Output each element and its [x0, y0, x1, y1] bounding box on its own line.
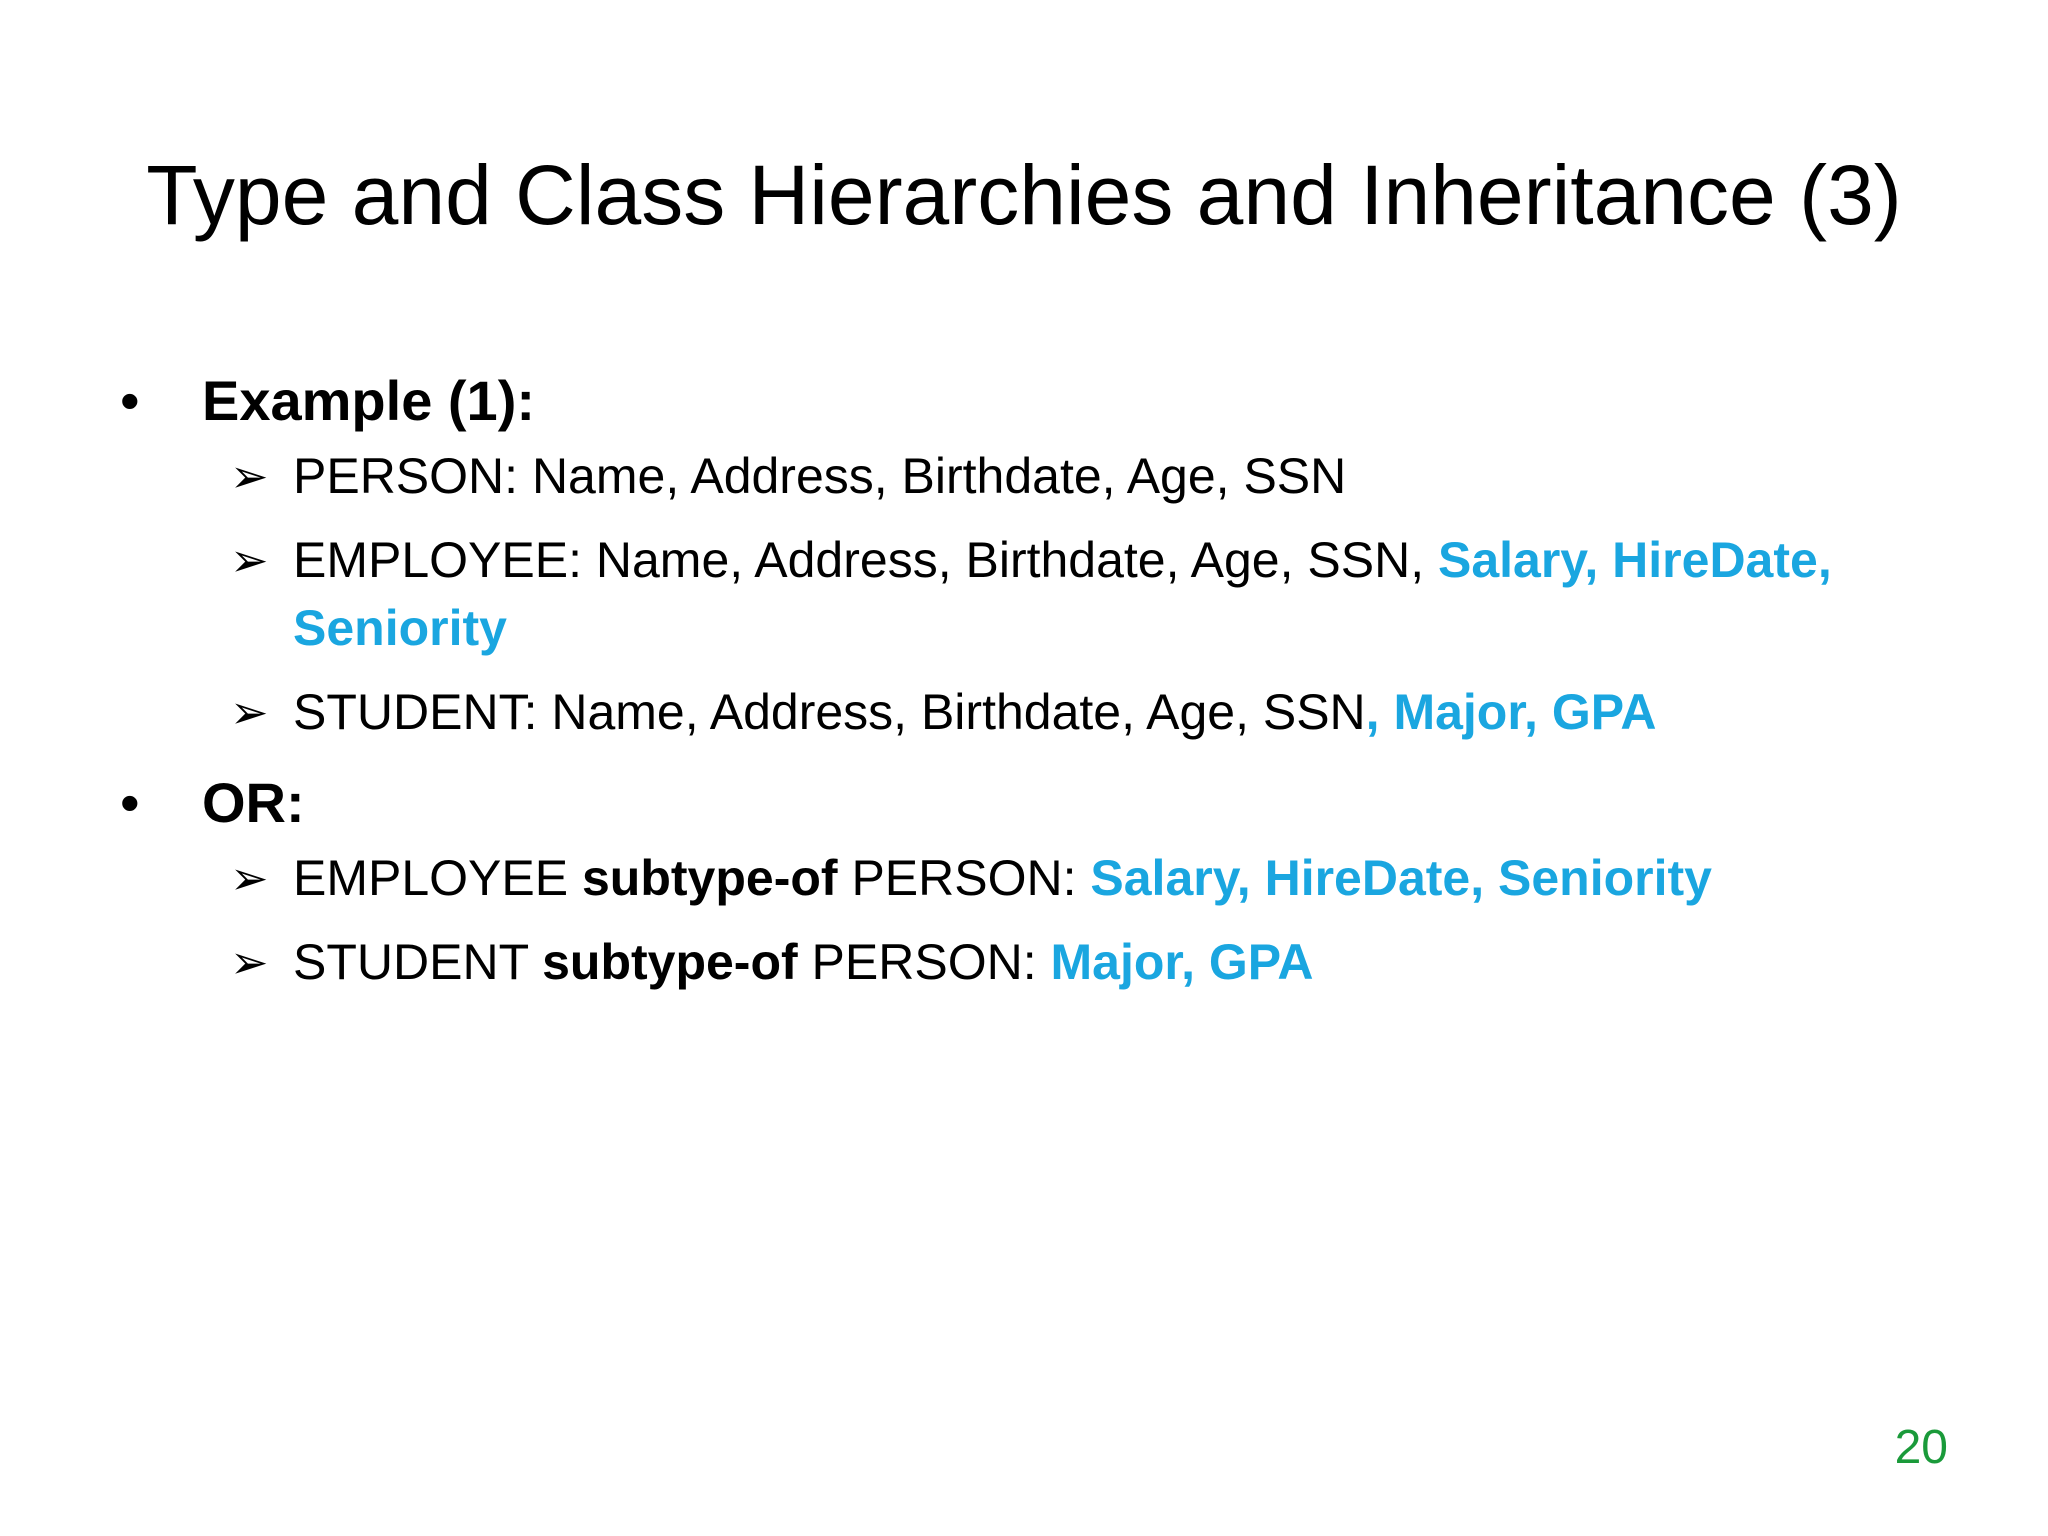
- arrow-bullet-icon: ➢: [230, 534, 269, 586]
- item-text: PERSON:: [837, 850, 1091, 906]
- list-item: [230, 928, 1940, 996]
- item-highlight: Salary, HireDate, Seniority: [293, 532, 1832, 656]
- item-keyword: subtype-of: [582, 850, 838, 906]
- bullet-heading: [120, 762, 1940, 844]
- heading-text: Example (1):: [202, 369, 535, 432]
- list-item: [230, 844, 1940, 912]
- item-highlight: Major, GPA: [1050, 934, 1314, 990]
- section-example: [120, 360, 1940, 746]
- item-highlight: , Major, GPA: [1365, 684, 1657, 740]
- item-text: STUDENT: Name, Address, Birthdate, Age, SSN: [293, 684, 1366, 740]
- list-item: [230, 526, 1940, 662]
- page-number: 20: [1894, 1421, 1948, 1474]
- bullet-heading: [120, 360, 1940, 442]
- item-prefix: EMPLOYEE: [293, 850, 582, 906]
- heading-text: OR:: [202, 771, 305, 834]
- arrow-bullet-icon: ➢: [230, 450, 269, 502]
- slide-title: Type and Class Hierarchies and Inheritance (3): [146, 148, 1902, 242]
- slide-body: [120, 360, 1940, 1012]
- list-item: [230, 678, 1940, 746]
- arrow-bullet-icon: ➢: [230, 936, 269, 988]
- item-text: EMPLOYEE: Name, Address, Birthdate, Age, SSN,: [293, 532, 1438, 588]
- item-highlight: Salary, HireDate, Seniority: [1090, 850, 1712, 906]
- arrow-bullet-icon: ➢: [230, 852, 269, 904]
- section-or: [120, 762, 1940, 996]
- bullet-dot-icon: •: [120, 771, 140, 834]
- list-item: [230, 442, 1940, 510]
- item-prefix: STUDENT: [293, 934, 543, 990]
- item-text: PERSON: Name, Address, Birthdate, Age, SSN: [293, 448, 1347, 504]
- bullet-dot-icon: •: [120, 369, 140, 432]
- arrow-bullet-icon: ➢: [230, 686, 269, 738]
- item-text: PERSON:: [797, 934, 1051, 990]
- item-keyword: subtype-of: [542, 934, 798, 990]
